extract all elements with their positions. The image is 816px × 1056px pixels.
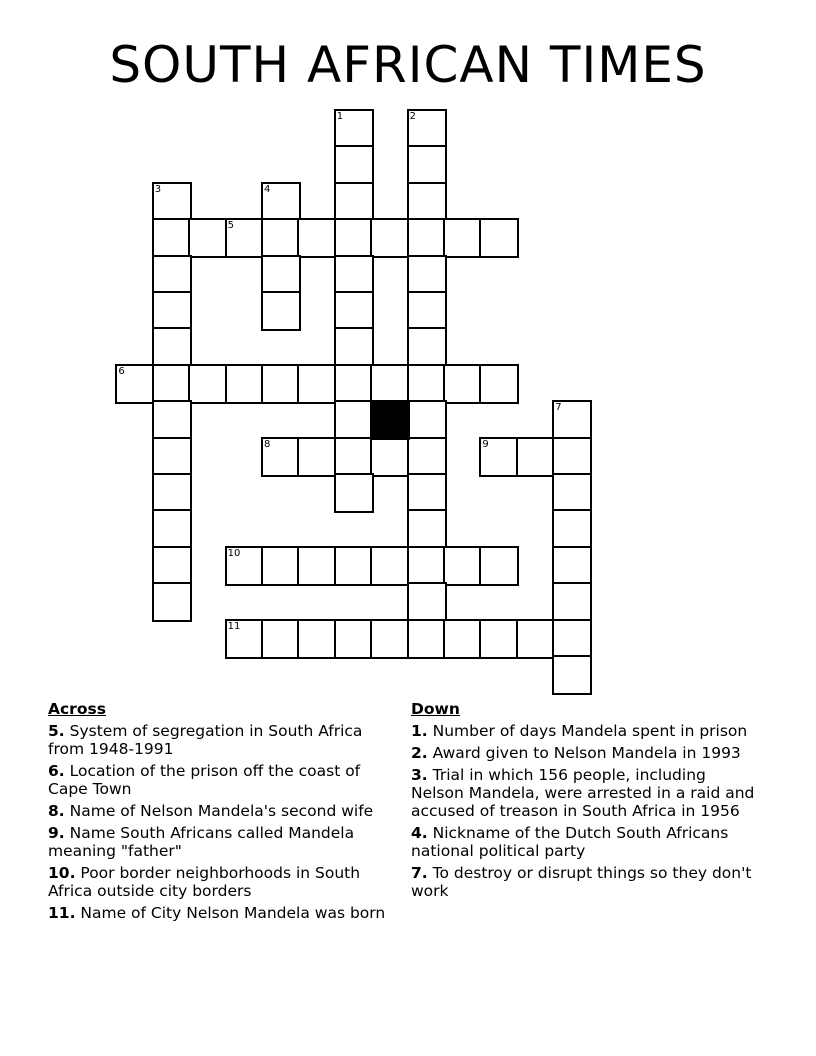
grid-cell[interactable] [261,255,301,295]
grid-cell[interactable] [152,182,192,222]
grid-cell[interactable] [370,364,410,404]
grid-cell[interactable] [407,509,447,549]
grid-cell[interactable] [297,364,337,404]
grid-cell[interactable] [407,182,447,222]
grid-cell[interactable] [225,546,265,586]
clue-down-3: 3. Trial in which 156 people, including Nelson Mandela, were arrested in a raid and accused of treason in South Africa in 1956 [411,766,755,820]
grid-cell[interactable] [516,619,556,659]
black-square [370,400,410,440]
grid-cell[interactable] [334,400,374,440]
grid-cell[interactable] [370,218,410,258]
grid-cell[interactable] [443,364,483,404]
clue-number: 11 [227,620,241,632]
grid-cell[interactable] [407,364,447,404]
grid-cell[interactable] [152,509,192,549]
grid-cell[interactable] [443,546,483,586]
page-title: SOUTH AFRICAN TIMES [109,36,707,94]
grid-cell[interactable] [152,546,192,586]
clue-down-1: 1. Number of days Mandela spent in prison [411,722,748,740]
grid-cell[interactable] [479,364,519,404]
grid-cell[interactable] [552,509,592,549]
down-clues [411,700,761,904]
grid-cell[interactable] [479,218,519,258]
grid-cell[interactable] [152,291,192,331]
clue-across-6: 6. Location of the prison off the coast of Cape Town [48,762,361,798]
grid-cell[interactable] [152,400,192,440]
grid-cell[interactable] [552,582,592,622]
grid-cell[interactable] [152,473,192,513]
grid-cell[interactable] [552,546,592,586]
grid-cell[interactable] [261,364,301,404]
grid-cell[interactable] [552,473,592,513]
grid-cell[interactable] [370,437,410,477]
grid-cell[interactable] [407,473,447,513]
grid-cell[interactable] [479,619,519,659]
grid-cell[interactable] [334,145,374,185]
clue-across-10: 10. Poor border neighborhoods in South Africa outside city borders [48,864,361,900]
grid-cell[interactable] [261,218,301,258]
grid-cell[interactable] [188,218,228,258]
across-heading: Across [48,700,106,718]
grid-cell[interactable] [407,291,447,331]
grid-cell[interactable] [552,437,592,477]
grid-cell[interactable] [407,145,447,185]
grid-cell[interactable] [152,255,192,295]
clue-across-5: 5. System of segregation in South Africa from 1948-1991 [48,722,363,758]
grid-cell[interactable] [407,619,447,659]
grid-cell[interactable] [261,546,301,586]
grid-cell[interactable] [334,437,374,477]
grid-cell[interactable] [334,255,374,295]
grid-cell[interactable] [297,619,337,659]
grid-cell[interactable] [152,218,192,258]
clue-number: 5 [227,220,234,232]
clue-number: 3 [154,183,162,195]
grid-cell[interactable] [479,437,519,477]
grid-cell[interactable] [334,109,374,149]
grid-cell[interactable] [407,437,447,477]
grid-cell[interactable] [225,619,265,659]
grid-cell[interactable] [334,327,374,367]
clue-across-9: 9. Name South Africans called Mandela meaning "father" [48,824,355,860]
grid-cell[interactable] [152,364,192,404]
grid-cell[interactable] [370,546,410,586]
clue-number: 10 [227,547,241,559]
grid-cell[interactable] [552,655,592,695]
grid-cell[interactable] [115,364,155,404]
grid-cell[interactable] [407,109,447,149]
grid-cell[interactable] [297,546,337,586]
grid-cell[interactable] [152,437,192,477]
clue-across-8: 8. Name of Nelson Mandela's second wife [48,802,374,820]
grid-cell[interactable] [225,364,265,404]
clue-number: 6 [118,365,125,377]
grid-cell[interactable] [188,364,228,404]
clue-across-11: 11. Name of City Nelson Mandela was born [48,904,386,922]
grid-cell[interactable] [334,291,374,331]
grid-cell[interactable] [225,218,265,258]
grid-cell[interactable] [334,546,374,586]
grid-cell[interactable] [443,619,483,659]
grid-cell[interactable] [334,182,374,222]
clue-down-7: 7. To destroy or disrupt things so they don't work [411,864,752,900]
grid-cell[interactable] [261,182,301,222]
grid-cell[interactable] [552,400,592,440]
grid-cell[interactable] [334,619,374,659]
clue-down-2: 2. Award given to Nelson Mandela in 1993 [411,744,741,762]
grid-cell[interactable] [334,218,374,258]
grid-cell[interactable] [516,437,556,477]
grid-cell[interactable] [297,437,337,477]
grid-cell[interactable] [407,546,447,586]
clue-number: 2 [409,111,416,122]
grid-cell[interactable] [407,400,447,440]
grid-cell[interactable] [297,218,337,258]
clue-number: 1 [336,111,344,122]
grid-cell[interactable] [407,255,447,295]
grid-cell[interactable] [407,327,447,367]
grid-cell[interactable] [334,473,374,513]
grid-cell[interactable] [407,218,447,258]
clue-number: 9 [482,438,489,450]
grid-cell[interactable] [261,619,301,659]
grid-cell[interactable] [152,327,192,367]
grid-cell[interactable] [479,546,519,586]
down-heading: Down [411,700,460,718]
grid-cell[interactable] [334,364,374,404]
grid-cell[interactable] [443,218,483,258]
grid-cell[interactable] [261,291,301,331]
grid-cell[interactable] [261,437,301,477]
clue-number: 7 [555,402,562,414]
clue-number: 8 [264,438,271,450]
grid-cell[interactable] [152,582,192,622]
across-clues [48,700,393,926]
grid-cell[interactable] [407,582,447,622]
grid-cell[interactable] [370,619,410,659]
clue-down-4: 4. Nickname of the Dutch South Africans national political party [411,824,729,860]
clue-number: 4 [264,183,271,195]
grid-cell[interactable] [552,619,592,659]
